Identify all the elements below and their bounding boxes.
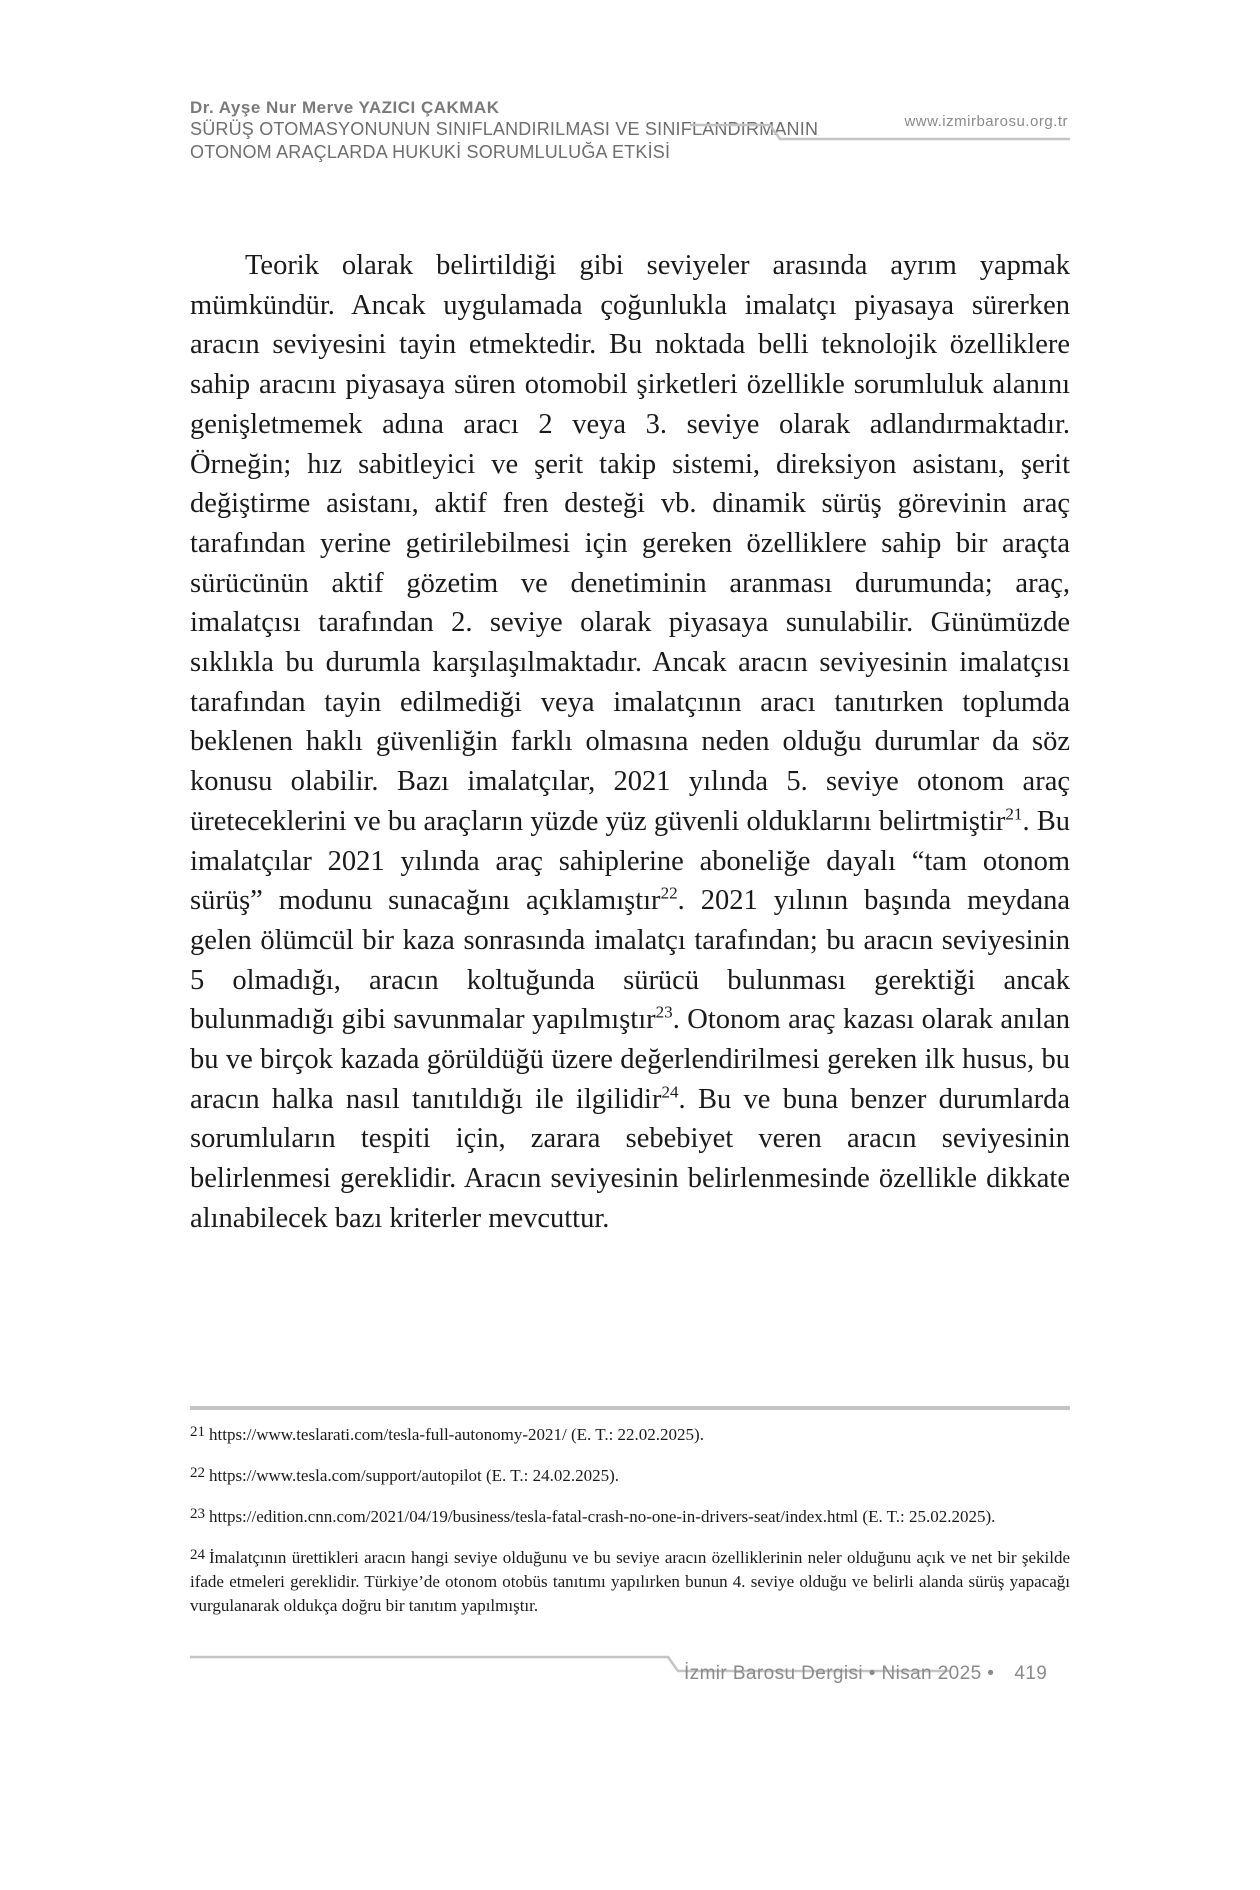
running-footer — [684, 1663, 1047, 1685]
footnote-24 — [190, 1543, 1070, 1618]
footnote-text: İmalatçının ürettikleri aracın hangi seviye olduğunu ve bu seviye aracın özelliklerinin neler olduğunu açık ve net bir şekilde ifade etmeleri gereklidir. Türkiye’de otonom otobüs tanıtımı yapılırken bunun 4. seviye olduğu ve belirli alanda sürüş yapacağı vurgulanarak oldukça doğru bir tanıtım yapılmıştır. — [190, 1548, 1070, 1615]
footnote-number: 21 — [190, 1424, 205, 1440]
article-title-line-2: OTONOM ARAÇLARDA HUKUKİ SORUMLULUĞA ETKİSİ — [190, 142, 671, 162]
body-text-segment-2: . Bu imalatçılar 2021 yılında araç sahiplerine aboneliğe dayalı “tam otonom sürüş” modunu sunacağını açıklamıştır — [190, 805, 1070, 917]
article-title-line-1: SÜRÜŞ OTOMASYONUNUN SINIFLANDIRILMASI VE SINIFLANDIRMANIN — [190, 119, 819, 139]
footnote-ref-24: 24 — [661, 1082, 679, 1102]
body-text-segment-3: . 2021 yılının başında meydana gelen ölümcül bir kaza sonrasında imalatçı tarafından; bu aracın seviyesinin 5 olmadığı, aracın koltuğunda sürücü bulunması gerektiği ancak bulunmadığı gibi savunmalar yapılmıştır — [190, 885, 1070, 1036]
footnote-text: https://edition.cnn.com/2021/04/19/business/tesla-fatal-crash-no-one-in-drivers-seat/index.html (E. T.: 25.02.2025). — [209, 1507, 996, 1526]
footnote-divider — [190, 1406, 1070, 1410]
footnotes-section — [190, 1420, 1070, 1632]
footnote-number: 24 — [190, 1547, 205, 1563]
page-number: 419 — [1014, 1663, 1048, 1684]
main-body-text — [190, 246, 1070, 1239]
footnote-ref-21: 21 — [1005, 804, 1023, 824]
footnote-number: 23 — [190, 1506, 205, 1522]
footnote-21 — [190, 1420, 1070, 1447]
body-text-segment-5: . Bu ve buna benzer durumlarda sorumluların tespiti için, zarara sebebiyet veren aracın seviyesinin belirlenmesi gereklidir. Aracın seviyesinin belirlenmesinde özellikle dikkate alınabilecek bazı kriterler mevcuttur. — [190, 1083, 1070, 1234]
footnote-number: 22 — [190, 1465, 205, 1481]
footnote-22 — [190, 1461, 1070, 1488]
footnote-ref-22: 22 — [660, 883, 678, 903]
body-paragraph — [190, 246, 1070, 1239]
website-url: www.izmirbarosu.org.tr — [904, 113, 1068, 130]
footnote-23 — [190, 1502, 1070, 1529]
author-name: Dr. Ayşe Nur Merve YAZICI ÇAKMAK — [190, 98, 500, 117]
footnote-text: https://www.teslarati.com/tesla-full-autonomy-2021/ (E. T.: 22.02.2025). — [209, 1425, 704, 1444]
footnote-ref-23: 23 — [655, 1002, 673, 1022]
header-divider — [190, 123, 1070, 163]
body-text-segment-1: Teorik olarak belirtildiği gibi seviyeler arasında ayrım yapmak mümkündür. Ancak uygulamada çoğunlukla imalatçı piyasaya sürerken aracın seviyesini tayin etmektedir. Bu noktada belli teknolojik özelliklere sahip aracını piyasaya süren otomobil şirketleri özellikle sorumluluk alanını genişletmemek adına aracı 2 veya 3. seviye olarak adlandırmaktadır. Örneğin; hız sabitleyici ve şerit takip sistemi, direksiyon asistanı, şerit değiştirme asistanı, aktif fren desteği vb. dinamik sürüş görevinin araç tarafından yerine getirilebilmesi için gereken özelliklere sahip bir araçta sürücünün aktif gözetim ve denetiminin aranması durumunda; araç, imalatçısı tarafından 2. seviye olarak piyasaya sunulabilir. Günümüzde sıklıkla bu durumla karşılaşılmaktadır. Ancak aracın seviyesinin imalatçısı tarafından tayin edilmediği veya imalatçının aracı tanıtırken toplumda beklenen haklı güvenliğin farklı olmasına neden olduğu durumlar da söz konusu olabilir. Bazı imalatçılar, 2021 yılında 5. seviye otonom araç üreteceklerini ve bu araçların yüzde yüz güvenli olduklarını belirtmiştir — [190, 250, 1070, 837]
body-text-segment-4: . Otonom araç kazası olarak anılan bu ve birçok kazada görüldüğü üzere değerlendirilmesi gereken ilk husus, bu aracın halka nasıl tanıtıldığı ile ilgilidir — [190, 1004, 1070, 1115]
footnote-text: https://www.tesla.com/support/autopilot (E. T.: 24.02.2025). — [209, 1466, 620, 1485]
journal-name: İzmir Barosu Dergisi • Nisan 2025 • — [684, 1663, 995, 1684]
